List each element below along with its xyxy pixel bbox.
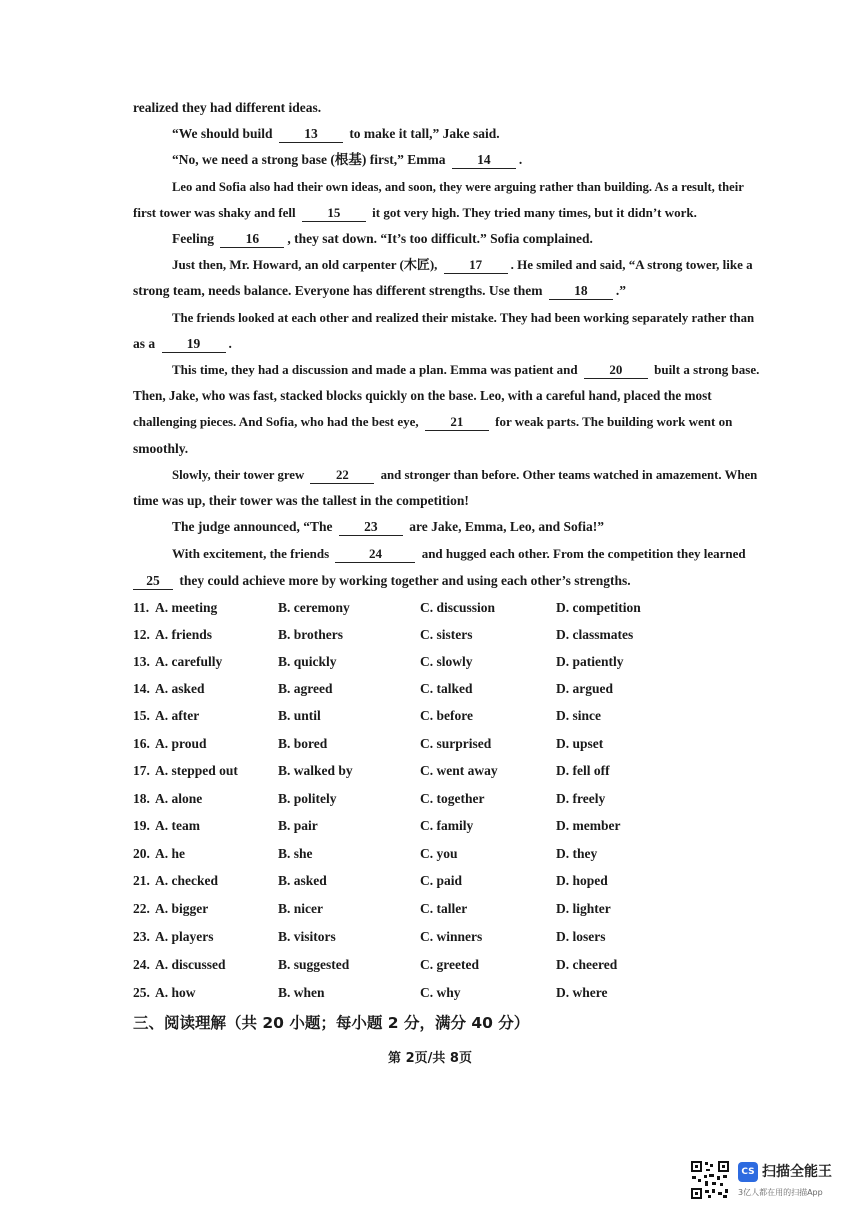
option-a: A. carefully [155, 654, 223, 669]
blank-24: 24 [335, 546, 415, 563]
question-number: 21. [133, 873, 150, 888]
question-number: 12. [133, 627, 150, 642]
option-c: C. went away [420, 763, 498, 778]
passage-line: time was up, their tower was the tallest in the competition! [133, 493, 469, 508]
option-row-25 [133, 985, 653, 1007]
option-b: B. politely [278, 791, 337, 806]
option-row-21 [133, 873, 653, 895]
option-d: D. losers [556, 929, 606, 944]
blank-14: 14 [452, 152, 516, 169]
page-number: 第 2页/共 8页 [388, 1051, 472, 1066]
option-b: B. bored [278, 736, 328, 751]
option-c: C. sisters [420, 627, 473, 642]
option-c: C. discussion [420, 600, 496, 615]
blank-15: 15 [302, 205, 366, 222]
option-a: A. alone [155, 791, 203, 806]
watermark-title: 扫描全能王 [762, 1164, 832, 1180]
option-b: B. asked [278, 873, 327, 888]
option-d: D. fell off [556, 763, 610, 778]
qr-code-icon [690, 1160, 730, 1200]
option-row-23 [133, 929, 653, 951]
option-b: B. she [278, 846, 313, 861]
blank-25: 25 [133, 573, 173, 590]
option-c: C. taller [420, 901, 468, 916]
passage-line: The friends looked at each other and realized their mistake. They had been working separately rather than [172, 311, 755, 325]
question-number: 16. [133, 736, 150, 751]
option-a: A. meeting [155, 600, 218, 615]
question-number: 15. [133, 708, 150, 723]
option-row-14 [133, 681, 653, 703]
option-c: C. paid [420, 873, 463, 888]
option-row-24 [133, 957, 653, 979]
option-b: B. walked by [278, 763, 353, 778]
passage-line: as a 19 . [133, 336, 232, 351]
blank-20: 20 [584, 362, 648, 379]
option-b: B. quickly [278, 654, 337, 669]
passage-line: challenging pieces. And Sofia, who had the best eye, 21 for weak parts. The building work went on [133, 414, 733, 429]
option-d: D. cheered [556, 957, 618, 972]
passage-line: Slowly, their tower grew 22 and stronger than before. Other teams watched in amazement. When [172, 468, 758, 482]
question-number: 13. [133, 654, 150, 669]
option-c: C. talked [420, 681, 473, 696]
scanner-watermark [690, 1160, 850, 1204]
blank-23: 23 [339, 519, 403, 536]
option-c: C. why [420, 985, 461, 1000]
option-row-20 [133, 846, 653, 868]
passage-line: smoothly. [133, 441, 189, 456]
option-d: D. patiently [556, 654, 624, 669]
option-row-12 [133, 627, 653, 649]
option-b: B. nicer [278, 901, 323, 916]
option-b: B. pair [278, 818, 318, 833]
option-b: B. brothers [278, 627, 344, 642]
option-a: A. he [155, 846, 185, 861]
option-c: C. greeted [420, 957, 479, 972]
option-d: D. since [556, 708, 601, 723]
option-b: B. ceremony [278, 600, 350, 615]
passage-line: strong team, needs balance. Everyone has different strengths. Use them 18 .” [133, 283, 626, 298]
option-a: A. asked [155, 681, 205, 696]
blank-19: 19 [162, 336, 226, 353]
option-d: D. they [556, 846, 598, 861]
option-d: D. freely [556, 791, 606, 806]
option-d: D. member [556, 818, 621, 833]
watermark-subtitle: 3亿人都在用的扫描App [738, 1188, 823, 1197]
option-c: C. you [420, 846, 458, 861]
passage-line: “No, we need a strong base (根基) first,” Emma 14 . [172, 152, 523, 167]
question-number: 20. [133, 846, 150, 861]
blank-18: 18 [549, 283, 613, 300]
option-c: C. surprised [420, 736, 492, 751]
passage-line: Feeling 16 , they sat down. “It’s too difficult.” Sofia complained. [172, 231, 593, 246]
question-number: 11. [133, 600, 150, 615]
passage-line: The judge announced, “The 23 are Jake, Emma, Leo, and Sofia!” [172, 519, 605, 534]
blank-21: 21 [425, 414, 489, 431]
passage-line: realized they had different ideas. [133, 100, 322, 115]
option-a: A. bigger [155, 901, 209, 916]
option-row-16 [133, 736, 653, 758]
option-d: D. classmates [556, 627, 634, 642]
option-d: D. argued [556, 681, 613, 696]
passage-line: 25 they could achieve more by working together and using each other’s strengths. [133, 572, 773, 590]
question-number: 17. [133, 763, 150, 778]
camscanner-logo: CS [738, 1162, 758, 1182]
option-row-18 [133, 791, 653, 813]
passage-line: Just then, Mr. Howard, an old carpenter (木匠), 17 . He smiled and said, “A strong tower, like a [172, 257, 753, 272]
option-a: A. proud [155, 736, 207, 751]
option-c: C. family [420, 818, 474, 833]
option-a: A. players [155, 929, 214, 944]
passage-line: “We should build 13 to make it tall,” Jake said. [172, 126, 500, 141]
option-a: A. stepped out [155, 763, 238, 778]
option-row-11 [133, 600, 653, 622]
option-row-13 [133, 654, 653, 676]
option-a: A. how [155, 985, 196, 1000]
option-a: A. after [155, 708, 200, 723]
option-row-15 [133, 708, 653, 730]
passage-line: first tower was shaky and fell 15 it got very high. They tried many times, but it didn’t work. [133, 205, 697, 220]
option-c: C. slowly [420, 654, 473, 669]
option-d: D. lighter [556, 901, 611, 916]
option-b: B. when [278, 985, 325, 1000]
option-d: D. upset [556, 736, 604, 751]
passage-line: Then, Jake, who was fast, stacked blocks quickly on the base. Leo, with a careful hand, placed the most [133, 388, 712, 403]
option-b: B. agreed [278, 681, 333, 696]
option-row-22 [133, 901, 653, 923]
option-c: C. before [420, 708, 473, 723]
passage-line: With excitement, the friends 24 and hugged each other. From the competition they learned [172, 546, 746, 561]
blank-17: 17 [444, 257, 508, 274]
option-c: C. together [420, 791, 485, 806]
question-number: 19. [133, 818, 150, 833]
option-d: D. where [556, 985, 608, 1000]
section-title: 三、阅读理解（共 20 小题；每小题 2 分，满分 40 分） [133, 1014, 530, 1032]
option-a: A. checked [155, 873, 218, 888]
question-number: 22. [133, 901, 150, 916]
option-d: D. hoped [556, 873, 608, 888]
passage-line: This time, they had a discussion and made a plan. Emma was patient and 20 built a strong base. [172, 362, 760, 377]
question-number: 23. [133, 929, 150, 944]
option-b: B. until [278, 708, 321, 723]
option-row-19 [133, 818, 653, 840]
blank-22: 22 [310, 467, 374, 484]
question-number: 14. [133, 681, 150, 696]
option-a: A. team [155, 818, 200, 833]
blank-16: 16 [220, 231, 284, 248]
option-b: B. visitors [278, 929, 336, 944]
option-d: D. competition [556, 600, 641, 615]
option-c: C. winners [420, 929, 483, 944]
option-a: A. friends [155, 627, 212, 642]
option-a: A. discussed [155, 957, 226, 972]
passage-line: Leo and Sofia also had their own ideas, and soon, they were arguing rather than building. As a result, their [172, 180, 744, 194]
option-b: B. suggested [278, 957, 350, 972]
option-row-17 [133, 763, 653, 785]
question-number: 24. [133, 957, 150, 972]
question-number: 18. [133, 791, 150, 806]
question-number: 25. [133, 985, 150, 1000]
blank-13: 13 [279, 126, 343, 143]
